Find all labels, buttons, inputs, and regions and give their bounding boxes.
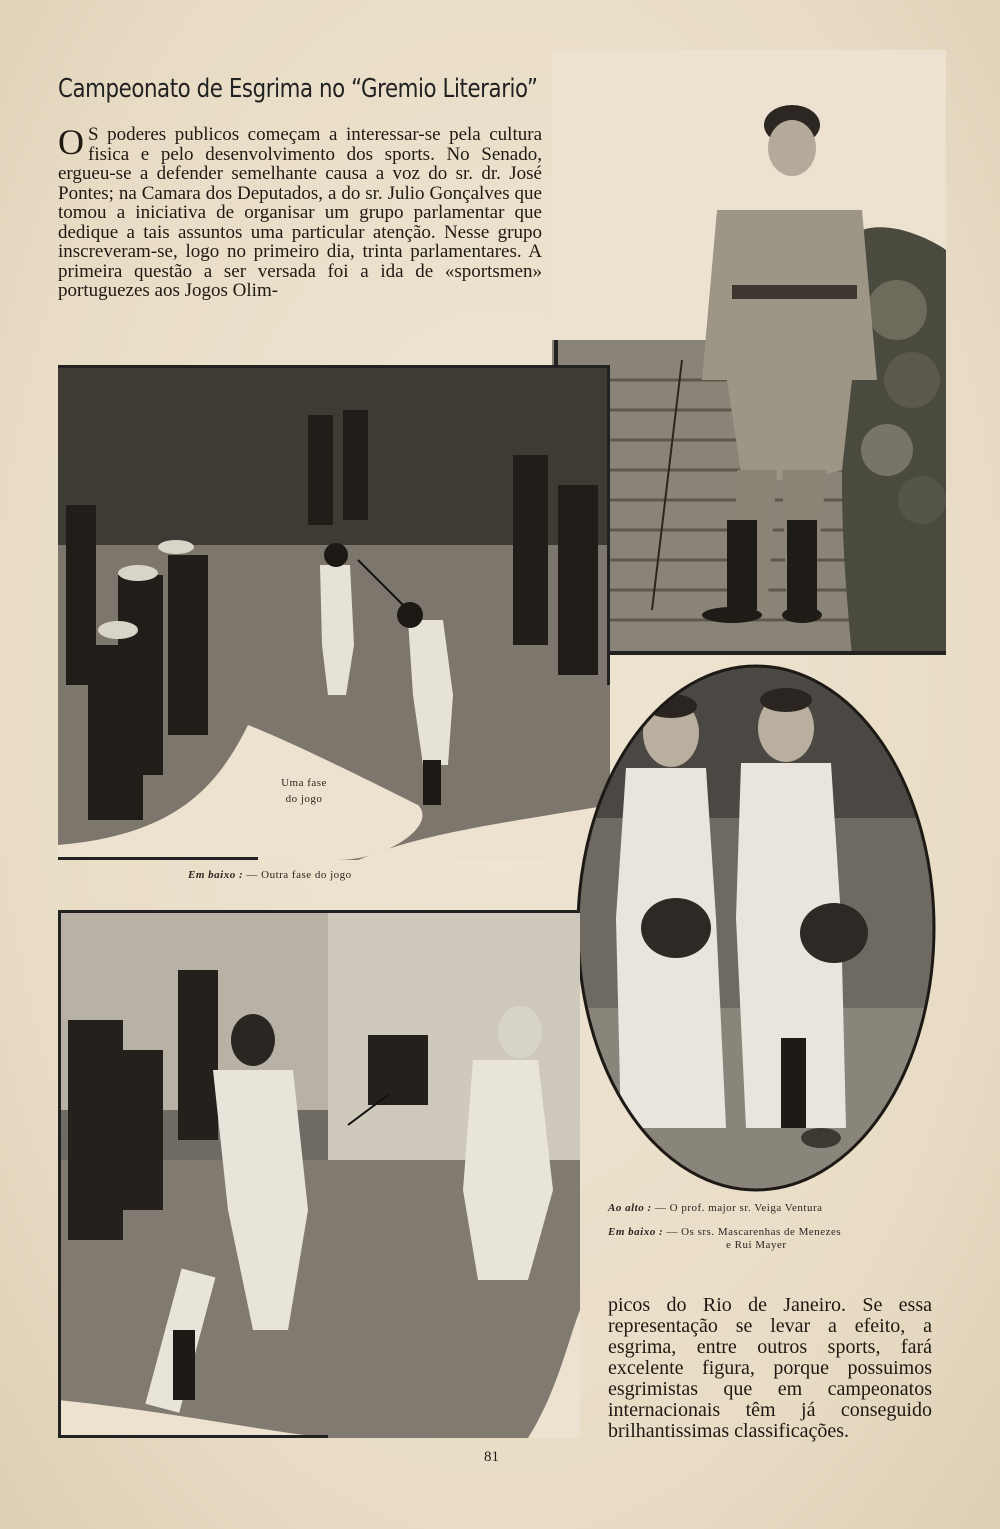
- caption-right-top-text: — O prof. major sr. Veiga Ventura: [654, 1202, 823, 1214]
- drop-cap: O: [58, 122, 84, 162]
- fencing-bout-photo-2: [58, 910, 580, 1438]
- caption-text: — Outra fase do jogo: [246, 869, 352, 881]
- officer-portrait-photo: [552, 50, 946, 655]
- intro-text: S poderes publicos começam a interessar-se pela cultura fisica e pelo desenvolvimento dos sports. No Senado, ergueu-se a defender semelhante causa a voz do sr. dr. José Pontes; na Camara dos Deputados, a do sr. Julio Gonçalves que tomou a iniciativa de organisar um grupo parlamentar que dedique a tais assuntos uma particular atenção. Nesse grupo inscreveram-se, logo no primeiro dia, trinta parlamentares. A primeira questão a ser versada foi a ida de «sportsmen» portuguezes aos Jogos Olim-: [58, 124, 542, 301]
- caption-prefix: Em baixo :: [188, 869, 244, 881]
- fencing-bout-photo-1: [58, 365, 610, 860]
- caption-right-bottom-text2: e Rui Mayer: [726, 1239, 787, 1251]
- caption-lower-photo: [188, 869, 352, 881]
- inset-caption-line1: Uma fase: [281, 777, 327, 789]
- intro-paragraph: [58, 122, 542, 301]
- caption-right-bottom: [608, 1226, 841, 1252]
- caption-right-bottom-text: — Os srs. Mascarenhas de Menezes: [666, 1226, 842, 1238]
- inset-caption-line2: do jogo: [285, 793, 323, 805]
- caption-right-top: [608, 1202, 823, 1214]
- two-fencers-oval-photo: [566, 658, 946, 1198]
- page-number: 81: [484, 1449, 499, 1465]
- article-title: Campeonato de Esgrima no “Gremio Literario”: [58, 74, 538, 104]
- caption-right-bottom-prefix: Em baixo :: [608, 1226, 664, 1238]
- ending-paragraph: picos do Rio de Janeiro. Se essa representação se levar a efeito, a esgrima, entre outros sports, fará excelente figura, porque possuimos esgrimistas que em campeonatos internacionais têm já conseguido brilhantissimas classificações.: [608, 1294, 932, 1442]
- caption-right-top-prefix: Ao alto :: [608, 1202, 652, 1214]
